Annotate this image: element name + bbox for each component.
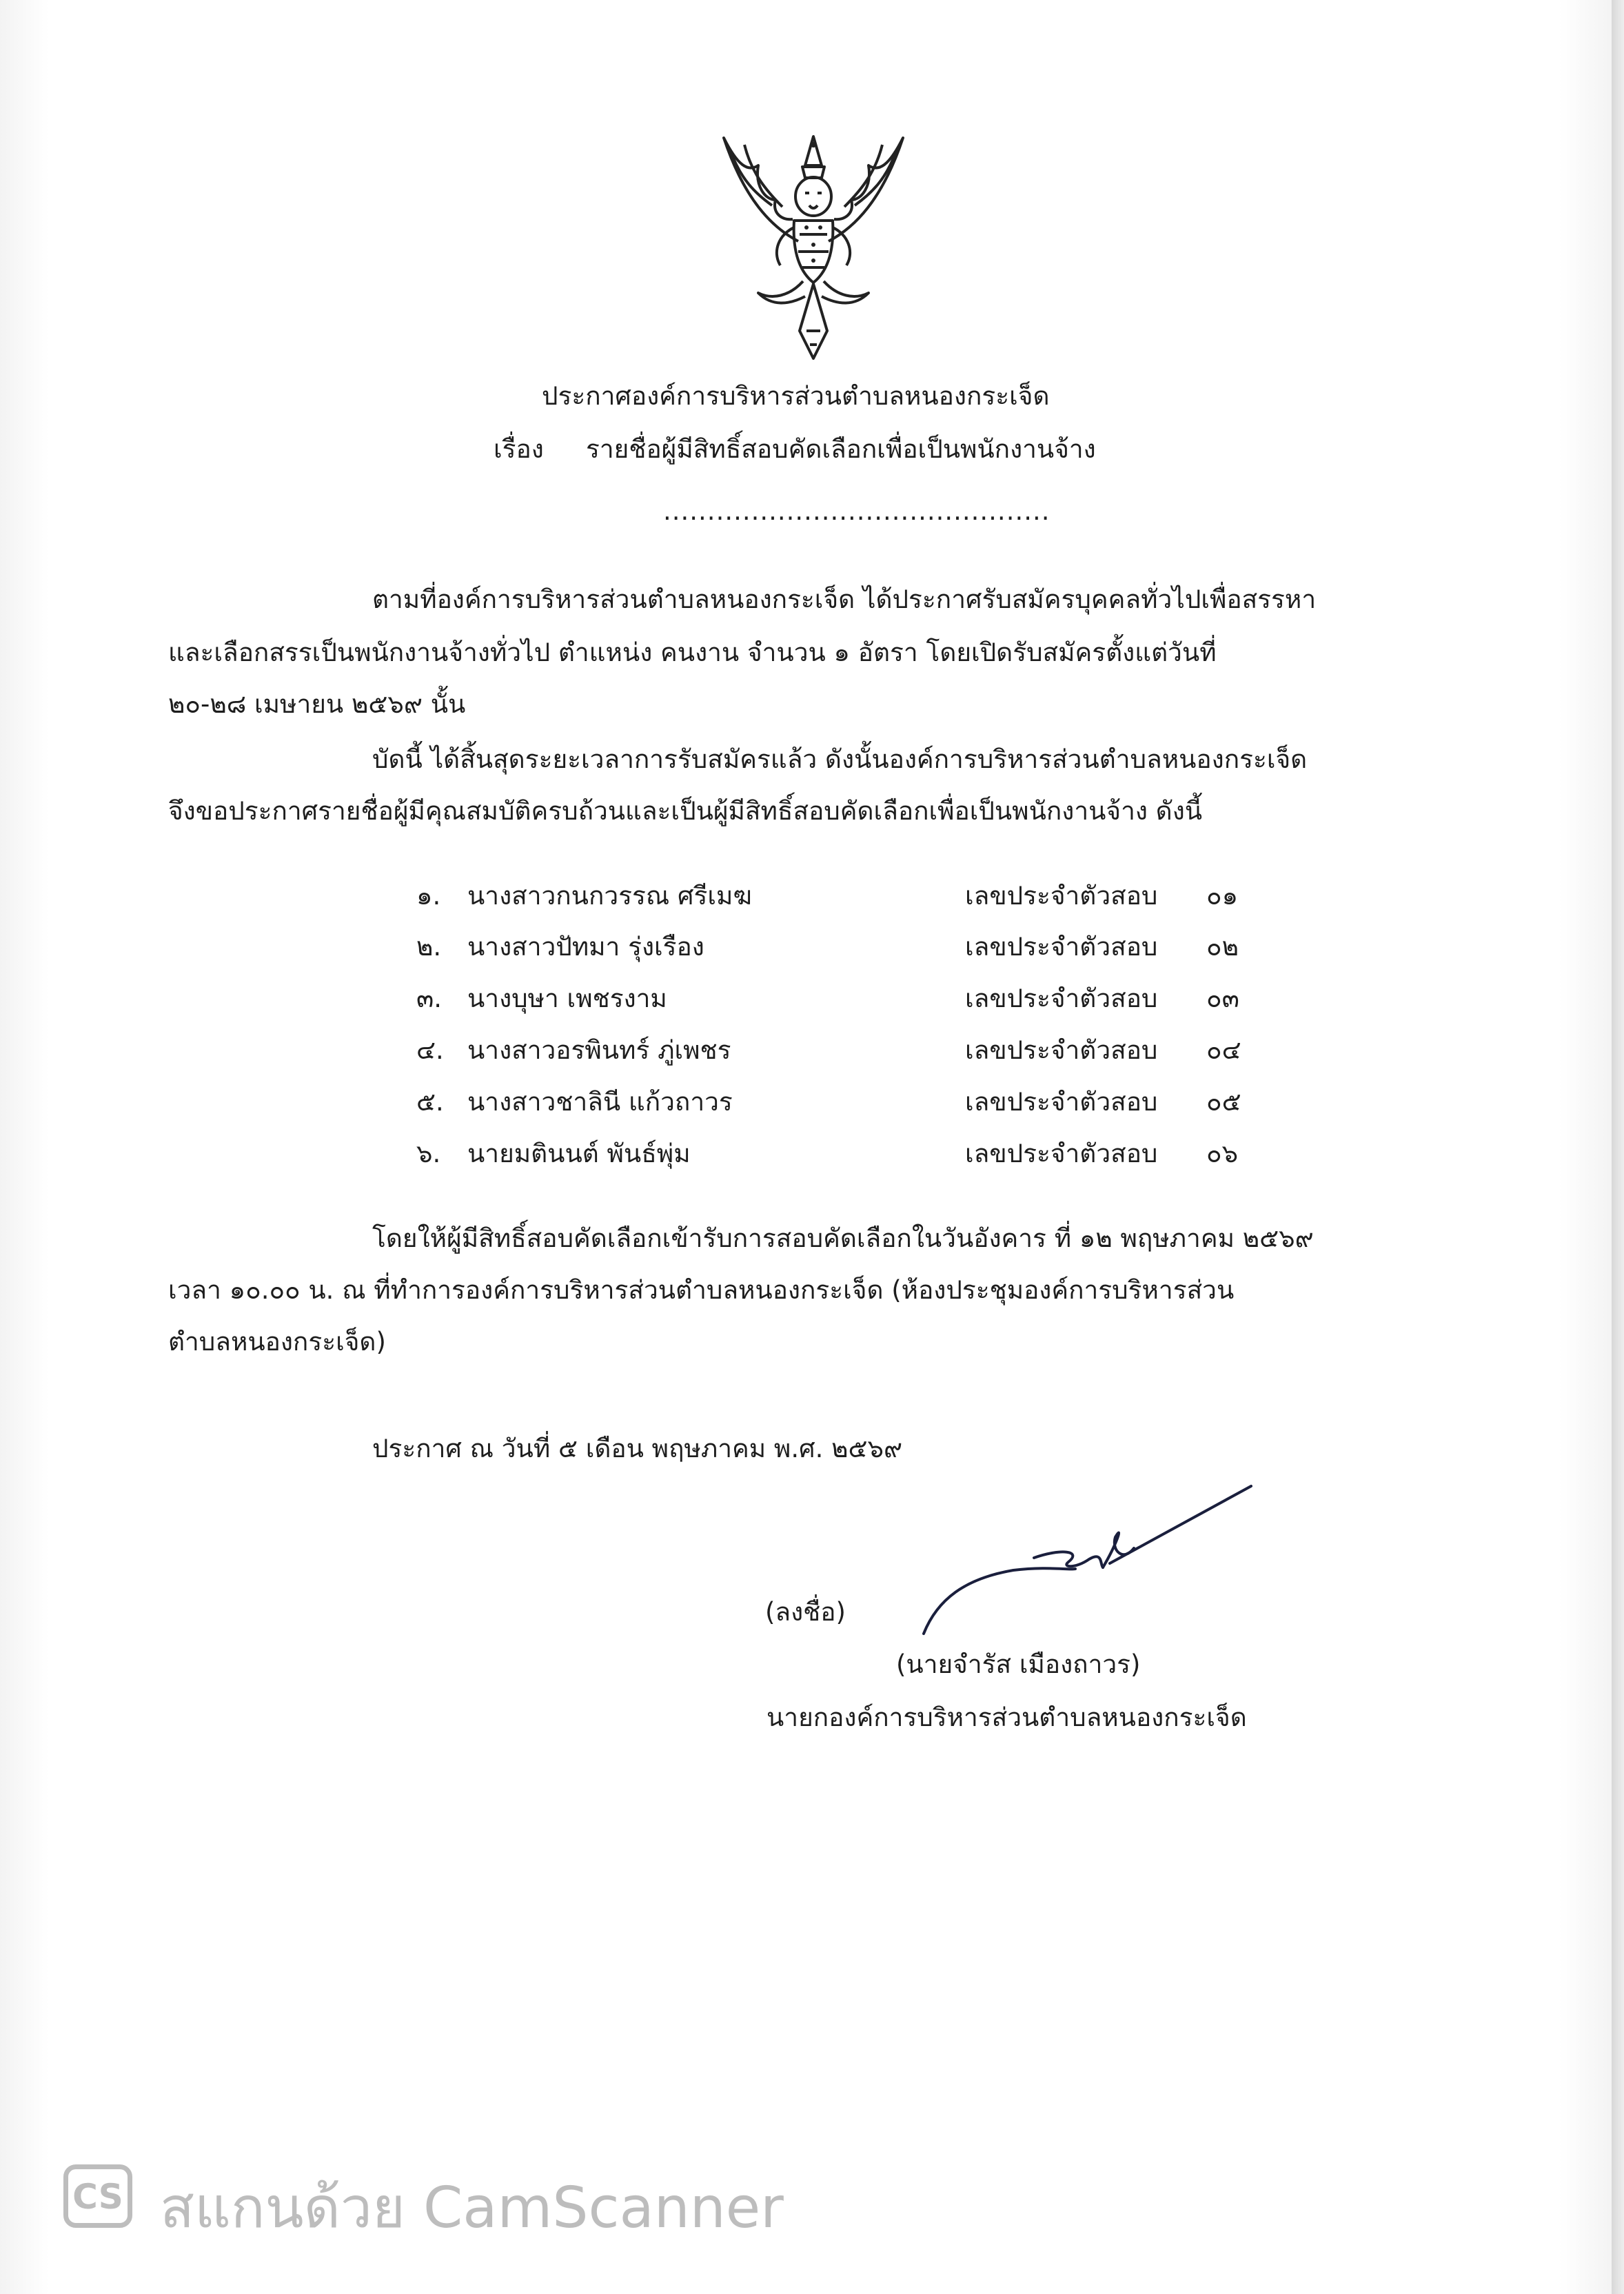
exam-id-label: เลขประจำตัวสอบ xyxy=(965,1035,1158,1065)
candidate-name: นางสาวกนกวรรณ ศรีเมฆ xyxy=(467,881,752,911)
paragraph-1-line-3: ๒๐-๒๘ เมษายน ๒๕๖๙ นั้น xyxy=(168,689,466,719)
exam-id-label: เลขประจำตัวสอบ xyxy=(965,1087,1158,1117)
paragraph-2-line-2: จึงขอประกาศรายชื่อผู้มีคุณสมบัติครบถ้วนและเป็นผู้มีสิทธิ์สอบคัดเลือกเพื่อเป็นพนักงานจ้าง ดังนี้ xyxy=(168,796,1203,826)
signer-name: (นายจำรัส เมืองถาวร) xyxy=(896,1650,1141,1679)
exam-id: ๐๕ xyxy=(1206,1087,1241,1117)
candidate-name: นางบุษา เพชรงาม xyxy=(467,984,667,1013)
exam-id-label: เลขประจำตัวสอบ xyxy=(965,932,1158,962)
candidate-number: ๔. xyxy=(416,1035,444,1065)
paragraph-3-line-2: เวลา ๑๐.๐๐ น. ณ ที่ทำการองค์การบริหารส่วนตำบลหนองกระเจ็ด (ห้องประชุมองค์การบริหารส่วน xyxy=(168,1275,1235,1305)
candidate-name: นางสาวอรพินทร์ ภู่เพชร xyxy=(467,1035,731,1065)
garuda-emblem-icon xyxy=(717,124,910,379)
exam-id-label: เลขประจำตัวสอบ xyxy=(965,1139,1158,1168)
document-title: ประกาศองค์การบริหารส่วนตำบลหนองกระเจ็ด xyxy=(542,381,1050,411)
exam-id-label: เลขประจำตัวสอบ xyxy=(965,881,1158,911)
paragraph-1-line-1: ตามที่องค์การบริหารส่วนตำบลหนองกระเจ็ด ได้ประกาศรับสมัครบุคคลทั่วไปเพื่อสรรหา xyxy=(372,585,1317,614)
camscanner-logo-icon: CS xyxy=(63,2164,132,2228)
paragraph-1-line-2: และเลือกสรรเป็นพนักงานจ้างทั่วไป ตำแหน่ง คนงาน จำนวน ๑ อัตรา โดยเปิดรับสมัครตั้งแต่วันที่ xyxy=(168,638,1217,667)
paragraph-3-line-1: โดยให้ผู้มีสิทธิ์สอบคัดเลือกเข้ารับการสอบคัดเลือกในวันอังคาร ที่ ๑๒ พฤษภาคม ๒๕๖๙ xyxy=(372,1224,1314,1253)
page-edge-shadow xyxy=(1612,0,1624,2294)
candidate-name: นางสาวชาลินี แก้วถาวร xyxy=(467,1087,733,1117)
candidate-name: นายมตินนต์ พันธ์พุ่ม xyxy=(467,1139,691,1168)
candidate-number: ๖. xyxy=(416,1139,441,1168)
candidate-number: ๒. xyxy=(416,932,442,962)
paragraph-3-line-3: ตำบลหนองกระเจ็ด) xyxy=(168,1327,386,1357)
exam-id: ๐๓ xyxy=(1206,984,1239,1013)
candidate-name: นางสาวปัทมา รุ่งเรือง xyxy=(467,932,704,962)
candidate-number: ๕. xyxy=(416,1087,444,1117)
exam-id: ๐๔ xyxy=(1206,1035,1241,1065)
candidate-number: ๓. xyxy=(416,984,443,1013)
announcement-date: ประกาศ ณ วันที่ ๕ เดือน พฤษภาคม พ.ศ. ๒๕๖๙ xyxy=(372,1434,903,1463)
exam-id-label: เลขประจำตัวสอบ xyxy=(965,984,1158,1013)
header-separator: ............................................ xyxy=(663,496,1050,526)
subject-text: รายชื่อผู้มีสิทธิ์สอบคัดเลือกเพื่อเป็นพนักงานจ้าง xyxy=(586,434,1096,464)
exam-id: ๐๖ xyxy=(1206,1139,1239,1168)
candidate-number: ๑. xyxy=(416,881,441,911)
paragraph-2-line-1: บัดนี้ ได้สิ้นสุดระยะเวลาการรับสมัครแล้ว ดังนั้นองค์การบริหารส่วนตำบลหนองกระเจ็ด xyxy=(372,744,1308,774)
sign-label: (ลงชื่อ) xyxy=(765,1597,846,1627)
exam-id: ๐๑ xyxy=(1206,881,1239,911)
camscanner-watermark: สแกนด้วย CamScanner xyxy=(160,2175,784,2241)
exam-id: ๐๒ xyxy=(1206,932,1239,962)
signer-title: นายกองค์การบริหารส่วนตำบลหนองกระเจ็ด xyxy=(767,1703,1247,1732)
handwritten-signature xyxy=(896,1482,1268,1641)
subject-prefix: เรื่อง xyxy=(494,434,544,464)
